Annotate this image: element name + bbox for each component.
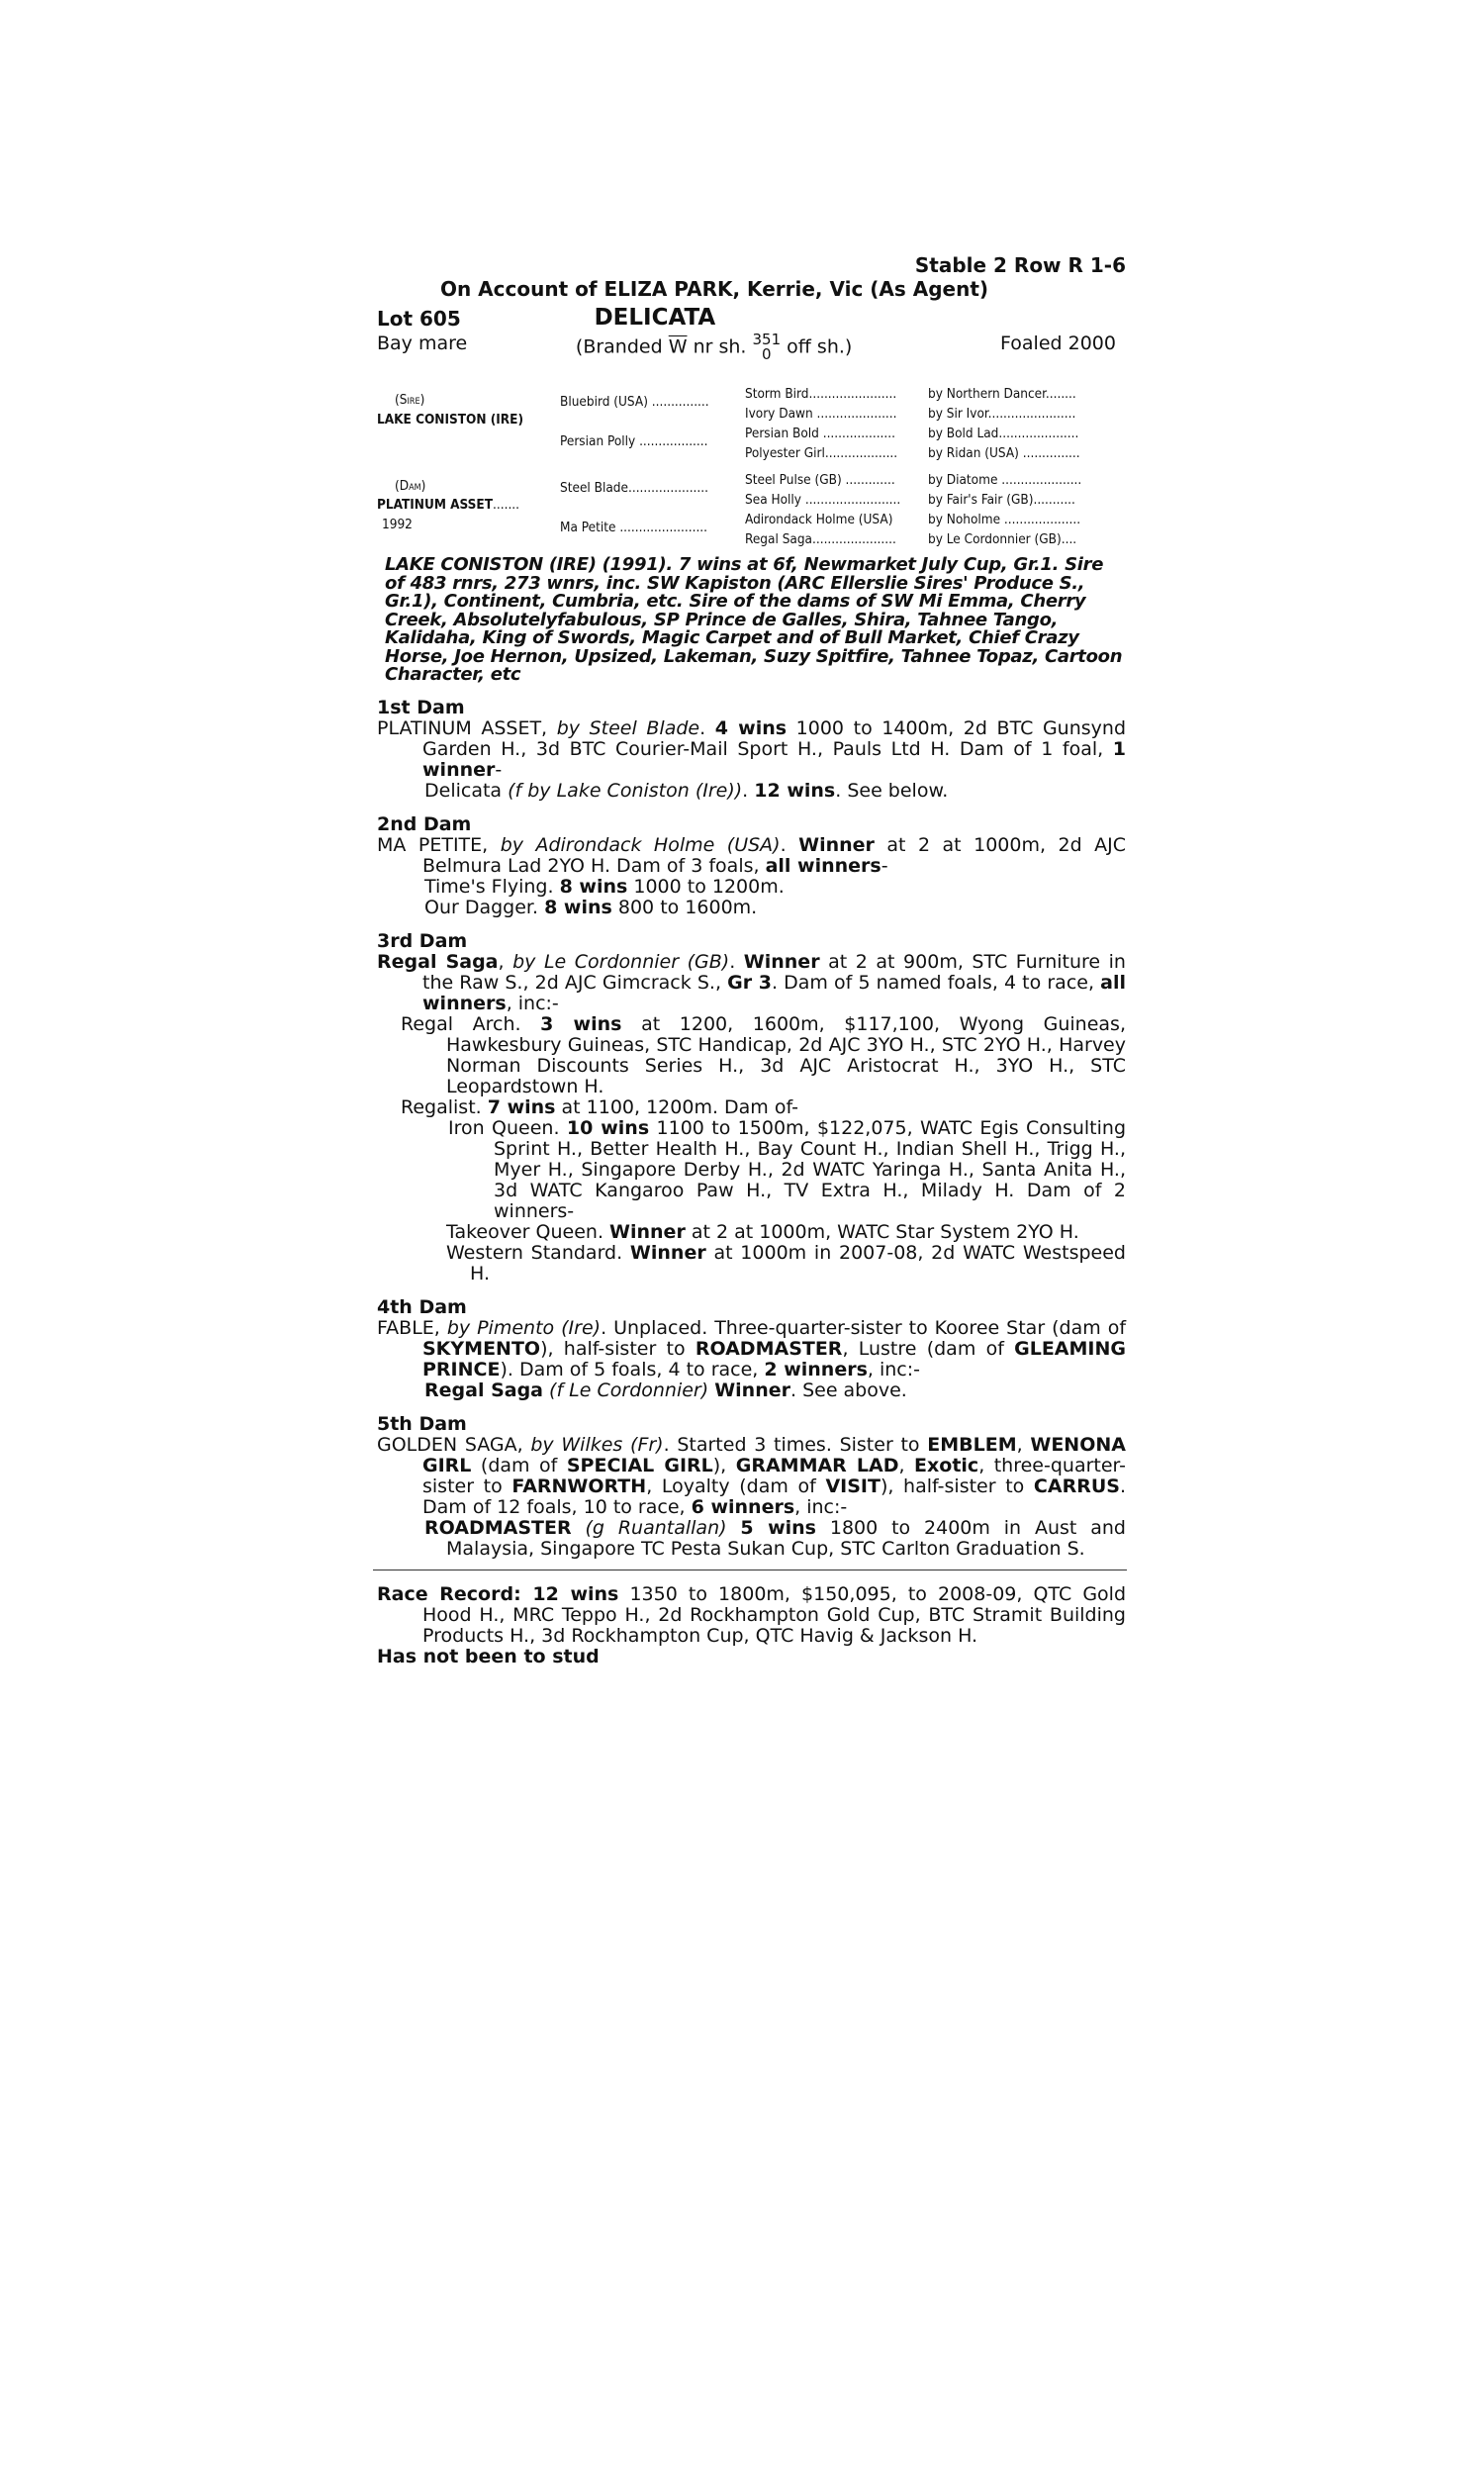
dam-dots: ....... xyxy=(493,497,520,513)
pedigree-gen3-5: Steel Pulse (GB) ............. xyxy=(745,472,895,488)
dam-year: 1992 xyxy=(382,517,413,532)
dam-name-line xyxy=(377,497,519,513)
fourth-dam-progeny: Regal Saga (f Le Cordonnier) Winner. See above. xyxy=(424,1379,907,1401)
horse-sex-colour: Bay mare xyxy=(377,333,468,354)
third-dam-greatgrandprogeny-2: Western Standard. Winner at 1000m in 2007-08, 2d WATC Westspeed H. xyxy=(446,1241,1126,1285)
third-dam-grandprogeny-1: Iron Queen. 10 wins 1100 to 1500m, $122,075, WATC Egis Consulting Sprint H., Better Health H., Bay Count H., Indian Shell H., Trigg H., Myer H., Singapore Derby H., 2d WATC Yaringa H., Santa Anita H., 3d WATC Kangaroo Paw H., TV Extra H., Milady H. Dam of 2 winners- xyxy=(448,1116,1127,1222)
fourth-dam-entry: FABLE, by Pimento (Ire). Unplaced. Three-quarter-sister to Kooree Star (dam of SKYMENTO), half-sister to ROADMASTER, Lustre (dam of GLEAMING PRINCE). Dam of 5 foals, 4 to race, 2 winners, inc:- xyxy=(377,1316,1127,1380)
brand-number xyxy=(752,333,781,362)
brand-description xyxy=(576,333,852,362)
second-dam-heading: 2nd Dam xyxy=(377,812,472,835)
pedigree-gen3-8: Regal Saga...................... xyxy=(745,531,896,547)
second-dam-progeny-1: Time's Flying. 8 wins 1000 to 1200m. xyxy=(424,875,785,898)
first-dam-progeny: Delicata (f by Lake Coniston (Ire)). 12 wins. See below. xyxy=(424,779,949,802)
pedigree-gen3-3: Persian Bold ................... xyxy=(745,426,895,441)
dam-tag: (Dam) xyxy=(395,478,426,494)
pedigree-gen4-1: by Northern Dancer........ xyxy=(928,386,1076,402)
description-line xyxy=(377,333,1126,362)
pedigree-gen4-4: by Ridan (USA) ............... xyxy=(928,445,1080,461)
pedigree-gen2-2: Persian Polly .................. xyxy=(560,433,708,449)
foaled-year: Foaled 2000 xyxy=(1000,333,1116,354)
pedigree-gen4-2: by Sir Ivor....................... xyxy=(928,406,1076,422)
brand-denominator: 0 xyxy=(762,345,772,363)
pedigree-gen4-3: by Bold Lad..................... xyxy=(928,426,1079,441)
fifth-dam-heading: 5th Dam xyxy=(377,1412,467,1435)
sire-tag: (Sire) xyxy=(395,392,425,408)
pedigree-gen2-4: Ma Petite ....................... xyxy=(560,520,708,535)
fourth-dam-heading: 4th Dam xyxy=(377,1295,467,1318)
stud-status: Has not been to stud xyxy=(377,1645,600,1667)
vendor-account: On Account of ELIZA PARK, Kerrie, Vic (As Agent) xyxy=(439,277,989,301)
pedigree-gen3-4: Polyester Girl................... xyxy=(745,445,898,461)
dam-name: PLATINUM ASSET xyxy=(377,497,494,513)
first-dam-entry: PLATINUM ASSET, by Steel Blade. 4 wins 1000 to 1400m, 2d BTC Gunsynd Garden H., 3d BTC Courier-Mail Sport H., Pauls Ltd H. Dam of 1 foal, 1 winner- xyxy=(377,716,1126,781)
pedigree-gen3-6: Sea Holly ......................... xyxy=(745,492,901,508)
brand-off-side: off sh.) xyxy=(787,335,853,358)
brand-numerator: 351 xyxy=(752,331,782,348)
pedigree-gen2-1: Bluebird (USA) ............... xyxy=(560,394,709,410)
fifth-dam-progeny: ROADMASTER (g Ruantallan) 5 wins 1800 to 2400m in Aust and Malaysia, Singapore TC Pesta Sukan Cup, STC Carlton Graduation S. xyxy=(424,1516,1126,1560)
pedigree-gen4-6: by Fair's Fair (GB)........... xyxy=(928,492,1075,508)
pedigree-gen3-1: Storm Bird....................... xyxy=(745,386,897,402)
lot-line xyxy=(377,305,1126,331)
brand-mark-icon: $\overline{W}$ xyxy=(668,335,688,358)
second-dam-progeny-2: Our Dagger. 8 wins 800 to 1600m. xyxy=(424,896,758,918)
pedigree-table xyxy=(377,380,1126,547)
third-dam-entry: Regal Saga, by Le Cordonnier (GB). Winner at 2 at 900m, STC Furniture in the Raw S., 2d AJC Gimcrack S., Gr 3. Dam of 5 named foals, 4 to race, all winners, inc:- xyxy=(377,950,1126,1014)
horse-name: DELICATA xyxy=(594,305,716,331)
pedigree-gen4-7: by Noholme .................... xyxy=(928,512,1081,527)
brand-near-side: nr sh. xyxy=(693,335,747,358)
third-dam-progeny-2: Regalist. 7 wins at 1100, 1200m. Dam of- xyxy=(401,1095,798,1118)
first-dam-heading: 1st Dam xyxy=(377,696,465,718)
fifth-dam-entry: GOLDEN SAGA, by Wilkes (Fr). Started 3 times. Sister to EMBLEM, WENONA GIRL (dam of SPECIAL GIRL), GRAMMAR LAD, Exotic, three-quarter-sister to FARNWORTH, Loyalty (dam of VISIT), half-sister to CARRUS. Dam of 12 foals, 10 to race, 6 winners, inc:- xyxy=(377,1433,1126,1518)
lot-number: Lot 605 xyxy=(377,307,461,331)
pedigree-gen4-8: by Le Cordonnier (GB).... xyxy=(928,531,1077,547)
third-dam-progeny-1: Regal Arch. 3 wins at 1200, 1600m, $117,100, Wyong Guineas, Hawkesbury Guineas, STC Handicap, 2d AJC 3YO H., STC 2YO H., Harvey Norman Discounts Series H., 3d AJC Aristocrat H., 3YO H., STC Leopardstown H. xyxy=(401,1012,1126,1097)
third-dam-greatgrandprogeny-1: Takeover Queen. Winner at 2 at 1000m, WATC Star System 2YO H. xyxy=(446,1220,1079,1243)
brand-open: (Branded xyxy=(575,335,663,358)
sire-name: LAKE CONISTON (IRE) xyxy=(377,412,524,428)
pedigree-gen3-2: Ivory Dawn ..................... xyxy=(745,406,897,422)
race-record: Race Record: 12 wins 1350 to 1800m, $150,095, to 2008-09, QTC Gold Hood H., MRC Teppo H., 2d Rockhampton Gold Cup, BTC Stramit Building Products H., 3d Rockhampton Cup, QTC Havig & Jackson H. xyxy=(377,1582,1127,1647)
pedigree-gen4-5: by Diatome ..................... xyxy=(928,472,1082,488)
second-dam-entry: MA PETITE, by Adirondack Holme (USA). Winner at 2 at 1000m, 2d AJC Belmura Lad 2YO H. Dam of 3 foals, all winners- xyxy=(377,833,1126,877)
pedigree-gen2-3: Steel Blade..................... xyxy=(560,480,708,496)
pedigree-gen3-7: Adirondack Holme (USA) xyxy=(745,512,893,527)
sire-summary: LAKE CONISTON (IRE) (1991). 7 wins at 6f, Newmarket July Cup, Gr.1. Sire of 483 rnrs, 273 wnrs, inc. SW Kapiston (ARC Ellerslie Sires' Produce S., Gr.1), Continent, Cumbria, etc. Sire of the dams of SW Mi Emma, Cherry Creek, Absolutelyfabulous, SP Prince de Galles, Shira, Tahnee Tango, Kalidaha, King of Swords, Magic Carpet and of Bull Market, Chief Crazy Horse, Joe Hernon, Upsized, Lakeman, Suzy Spitfire, Tahnee Topaz, Cartoon Character, etc xyxy=(385,554,1123,685)
third-dam-heading: 3rd Dam xyxy=(377,929,468,952)
stable-location: Stable 2 Row R 1-6 xyxy=(914,253,1126,277)
catalogue-page xyxy=(377,253,1126,1667)
